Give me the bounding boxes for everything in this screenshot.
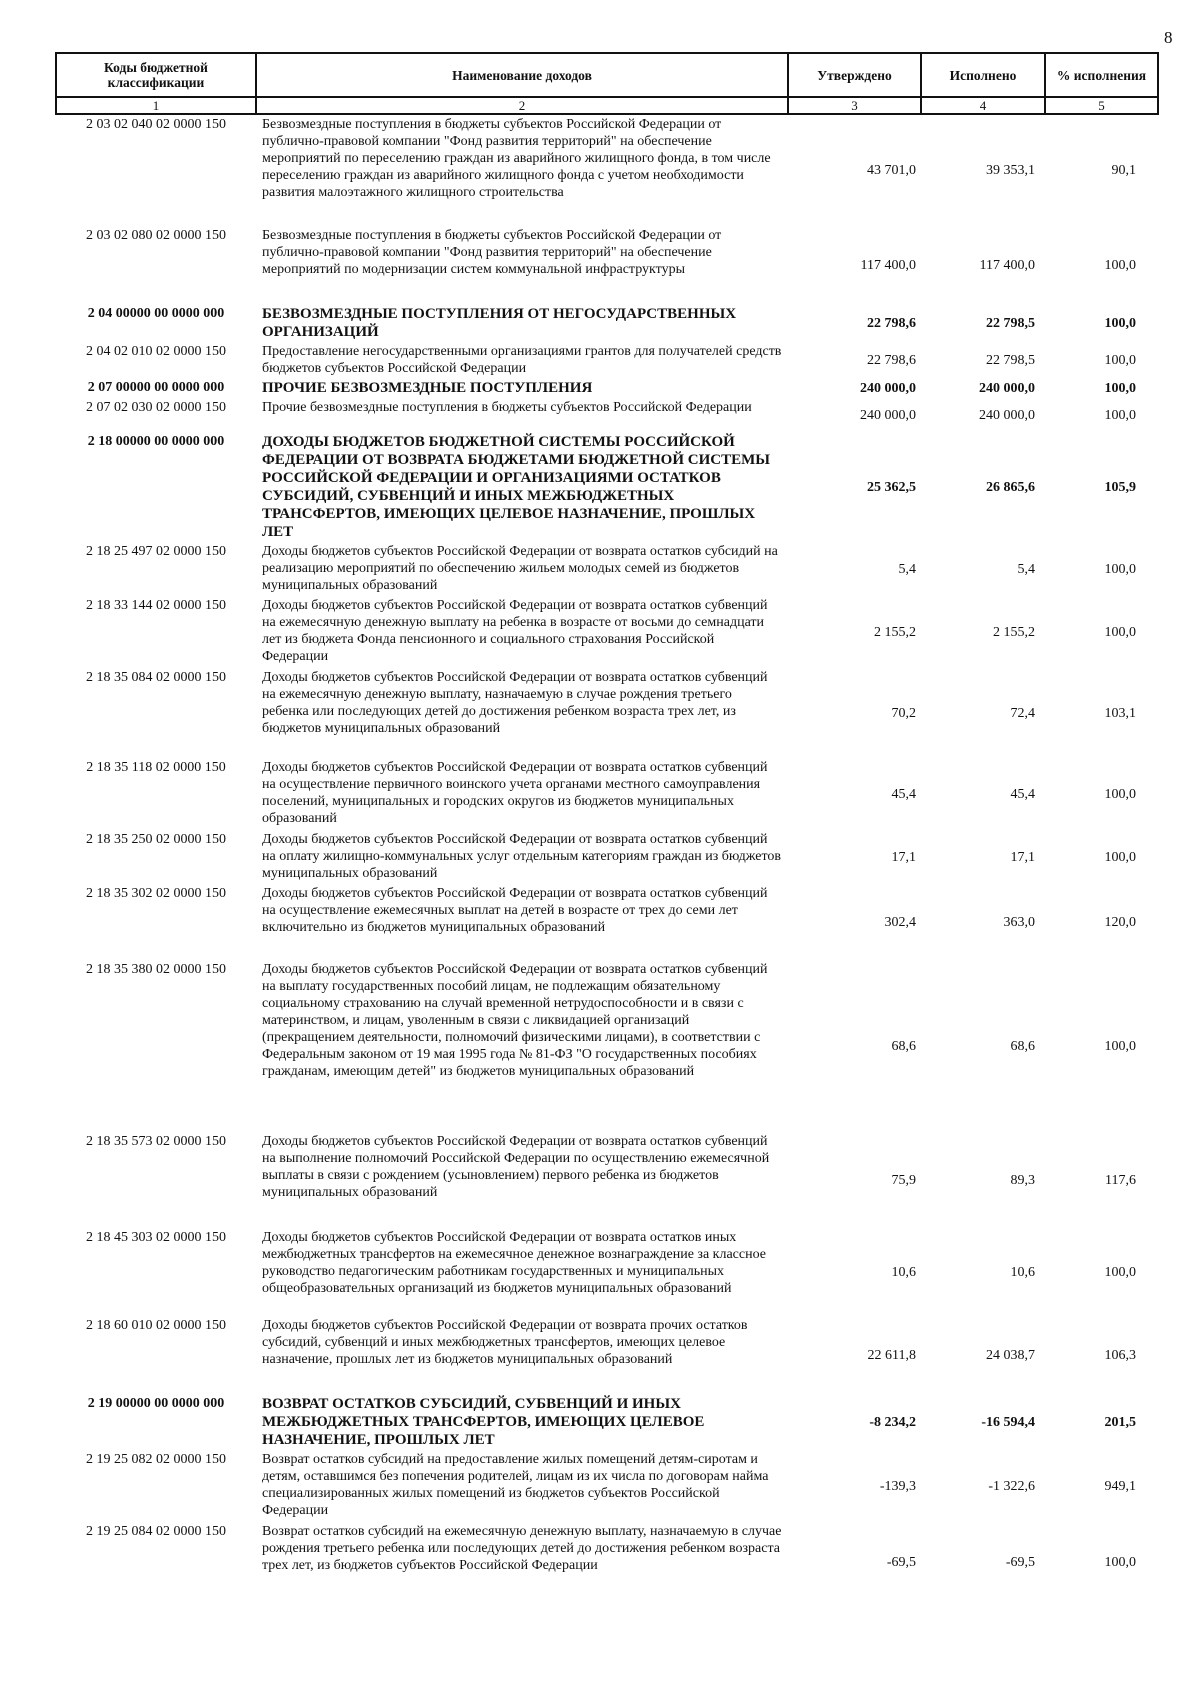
header-num-3: 3 [788, 97, 921, 114]
revenue-name: Возврат остатков субсидий на ежемесячную денежную выплату, назначаемую в случае рождения третьего ребенка или последующих детей до достижения ребенком возраста трех лет, из бюджетов субъектов Российской Федерации [262, 1524, 782, 1573]
budget-code: 2 19 00000 00 0000 000 [87, 1396, 225, 1411]
budget-code: 2 04 02 010 02 0000 150 [86, 344, 226, 359]
revenue-name: ПРОЧИЕ БЕЗВОЗМЕЗДНЫЕ ПОСТУПЛЕНИЯ [262, 380, 593, 396]
header-num-1: 1 [56, 97, 256, 114]
executed-amount: -16 594,4 [981, 1414, 1035, 1430]
table-row [56, 668, 1158, 758]
revenue-name: Безвозмездные поступления в бюджеты субъектов Российской Федерации от публично-правовой компании "Фонд развития территорий" на обеспечение мероприятий по переселению граждан из аварийного жилищного фонда, в том числе переселению граждан из аварийного жилищного фонда с учетом необходимости развития малоэтажного жилищного строительства [262, 117, 771, 200]
executed-amount: 240 000,0 [979, 407, 1035, 423]
table-row [56, 542, 1158, 596]
approved-amount: 240 000,0 [860, 380, 916, 396]
table-row [56, 432, 1158, 542]
executed-amount: 240 000,0 [979, 380, 1035, 396]
executed-amount: 5,4 [1017, 561, 1035, 577]
executed-amount: -1 322,6 [988, 1478, 1035, 1494]
revenue-name: Доходы бюджетов субъектов Российской Федерации от возврата остатков субвенций на ежемесячную денежную выплату, назначаемую в случае рождения третьего ребенка или последующих детей до достижения ребенком возраста трех лет, из бюджетов муниципальных образований [262, 670, 768, 736]
execution-percent: 120,0 [1104, 914, 1136, 930]
revenue-name: Доходы бюджетов субъектов Российской Федерации от возврата остатков субвенций на выполнение полномочий Российской Федерации по осуществлению ежемесячной выплаты в связи с рождением (усыновлением) первого ребенка из бюджетов муниципальных образований [262, 1134, 770, 1200]
approved-amount: 2 155,2 [874, 624, 916, 640]
executed-amount: 22 798,5 [986, 315, 1035, 331]
execution-percent: 103,1 [1104, 705, 1136, 721]
budget-code: 2 18 35 084 02 0000 150 [86, 670, 226, 685]
budget-code: 2 18 35 380 02 0000 150 [86, 962, 226, 977]
executed-amount: 17,1 [1010, 849, 1035, 865]
execution-percent: 100,0 [1104, 407, 1136, 423]
revenue-name: Доходы бюджетов субъектов Российской Федерации от возврата прочих остатков субсидий, субвенций и иных межбюджетных трансфертов, имеющих целевое назначение, прошлых лет из бюджетов муниципальных образований [262, 1318, 748, 1367]
execution-percent: 100,0 [1104, 1264, 1136, 1280]
table-row [56, 1450, 1158, 1522]
budget-code: 2 18 35 573 02 0000 150 [86, 1134, 226, 1149]
table-row [56, 830, 1158, 884]
executed-amount: 117 400,0 [979, 257, 1035, 273]
executed-amount: 89,3 [1010, 1172, 1035, 1188]
execution-percent: 100,0 [1104, 561, 1136, 577]
executed-amount: 24 038,7 [986, 1347, 1035, 1363]
approved-amount: 5,4 [898, 561, 916, 577]
budget-code: 2 18 35 118 02 0000 150 [86, 760, 226, 775]
table-row [56, 1316, 1158, 1394]
revenue-name: Доходы бюджетов субъектов Российской Федерации от возврата остатков иных межбюджетных трансфертов на ежемесячное денежное вознаграждение за классное руководство педагогическим работникам государственных и муниципальных общеобразовательных организаций из бюджетов муниципальных образований [262, 1230, 766, 1296]
budget-code: 2 03 02 080 02 0000 150 [86, 228, 226, 243]
budget-code: 2 18 25 497 02 0000 150 [86, 544, 226, 559]
revenue-name: Прочие безвозмездные поступления в бюджеты субъектов Российской Федерации [262, 400, 752, 415]
approved-amount: 17,1 [891, 849, 916, 865]
budget-code: 2 18 35 302 02 0000 150 [86, 886, 226, 901]
budget-code: 2 04 00000 00 0000 000 [87, 306, 225, 321]
table-row [56, 1522, 1158, 1602]
table-row [56, 114, 1158, 226]
execution-percent: 100,0 [1104, 352, 1136, 368]
revenue-name: Доходы бюджетов субъектов Российской Федерации от возврата остатков субвенций на оплату жилищно-коммунальных услуг отдельным категориям граждан из бюджетов муниципальных образований [262, 832, 782, 881]
executed-amount: 39 353,1 [986, 163, 1035, 178]
approved-amount: 45,4 [891, 786, 916, 802]
approved-amount: 117 400,0 [860, 257, 916, 273]
approved-amount: 10,6 [891, 1264, 916, 1280]
table-header [56, 53, 1158, 114]
approved-amount: 22 798,6 [867, 352, 916, 368]
table-row [56, 1228, 1158, 1316]
revenue-name: Доходы бюджетов субъектов Российской Федерации от возврата остатков субвенций на осуществление ежемесячных выплат на детей в возрасте от трех до семи лет включительно из бюджетов муниципальных образований [262, 886, 768, 935]
execution-percent: 117,6 [1105, 1172, 1136, 1188]
revenue-name: Доходы бюджетов субъектов Российской Федерации от возврата остатков субвенций на ежемесячную денежную выплату на ребенка в возрасте от восьми до семнадцати лет из бюджета Фонда пенсионного и социального страхования Российской Федерации [262, 598, 768, 664]
revenue-name: Доходы бюджетов субъектов Российской Федерации от возврата остатков субсидий на реализацию мероприятий по обеспечению жильем молодых семей из бюджетов муниципальных образований [262, 544, 778, 593]
table-row [56, 758, 1158, 830]
header-executed: Исполнено [921, 53, 1045, 97]
approved-amount: 70,2 [891, 705, 916, 721]
header-num-2: 2 [256, 97, 788, 114]
execution-percent: 100,0 [1104, 1554, 1136, 1570]
approved-amount: 240 000,0 [860, 407, 916, 423]
header-num-4: 4 [921, 97, 1045, 114]
approved-amount: 22 611,8 [867, 1347, 916, 1363]
execution-percent: 90,1 [1111, 163, 1136, 178]
executed-amount: 10,6 [1010, 1264, 1035, 1280]
revenue-name: ДОХОДЫ БЮДЖЕТОВ БЮДЖЕТНОЙ СИСТЕМЫ РОССИЙСКОЙ ФЕДЕРАЦИИ ОТ ВОЗВРАТА БЮДЖЕТАМИ БЮДЖЕТНОЙ СИСТЕМЫ РОССИЙСКОЙ ФЕДЕРАЦИИ И ОРГАНИЗАЦИЯМИ ОСТАТКОВ СУБСИДИЙ, СУБВЕНЦИЙ И ИНЫХ МЕЖБЮДЖЕТНЫХ ТРАНСФЕРТОВ, ИМЕЮЩИХ ЦЕЛЕВОЕ НАЗНАЧЕНИЕ, ПРОШЛЫХ ЛЕТ [262, 434, 770, 540]
header-num-5: 5 [1045, 97, 1158, 114]
approved-amount: 43 701,0 [867, 163, 916, 178]
executed-amount: 22 798,5 [986, 352, 1035, 368]
budget-code: 2 18 33 144 02 0000 150 [86, 598, 226, 613]
execution-percent: 100,0 [1104, 624, 1136, 640]
header-codes: Коды бюджетной классификации [56, 53, 256, 97]
revenue-name: БЕЗВОЗМЕЗДНЫЕ ПОСТУПЛЕНИЯ ОТ НЕГОСУДАРСТВЕННЫХ ОРГАНИЗАЦИЙ [262, 306, 737, 340]
budget-code: 2 19 25 084 02 0000 150 [86, 1524, 226, 1539]
revenue-name: Предоставление негосударственными организациями грантов для получателей средств бюджетов субъектов Российской Федерации [262, 344, 782, 376]
approved-amount: 68,6 [891, 1038, 916, 1054]
budget-code: 2 18 35 250 02 0000 150 [86, 832, 226, 847]
execution-percent: 100,0 [1104, 380, 1136, 396]
executed-amount: 2 155,2 [993, 624, 1035, 640]
executed-amount: -69,5 [1005, 1554, 1035, 1570]
approved-amount: 75,9 [891, 1172, 916, 1188]
revenue-name: Доходы бюджетов субъектов Российской Федерации от возврата остатков субвенций на осуществление первичного воинского учета органами местного самоуправления поселений, муниципальных и городских округов из бюджетов муниципальных образований [262, 760, 768, 826]
execution-percent: 100,0 [1104, 786, 1136, 802]
executed-amount: 72,4 [1010, 705, 1035, 721]
approved-amount: -69,5 [886, 1554, 916, 1570]
table-row [56, 596, 1158, 668]
approved-amount: 302,4 [884, 914, 916, 930]
table-row [56, 304, 1158, 342]
execution-percent: 100,0 [1104, 315, 1136, 331]
table-body [56, 114, 1158, 1602]
header-name: Наименование доходов [256, 53, 788, 97]
budget-code: 2 07 02 030 02 0000 150 [86, 400, 226, 415]
approved-amount: -8 234,2 [869, 1414, 916, 1430]
revenue-name: Возврат остатков субсидий на предоставление жилых помещений детям-сиротам и детям, оставшимся без попечения родителей, лицам из их числа по договорам найма специализированных жилых помещений из бюджетов субъектов Российской Федерации [262, 1452, 769, 1518]
budget-code: 2 19 25 082 02 0000 150 [86, 1452, 226, 1467]
table-row [56, 342, 1158, 378]
page-number: 8 [1164, 28, 1173, 47]
budget-code: 2 18 45 303 02 0000 150 [86, 1230, 226, 1245]
approved-amount: -139,3 [879, 1478, 916, 1494]
execution-percent: 105,9 [1104, 479, 1136, 495]
table-row [56, 960, 1158, 1132]
table-row [56, 226, 1158, 304]
budget-code: 2 03 02 040 02 0000 150 [86, 117, 226, 132]
execution-percent: 106,3 [1104, 1347, 1136, 1363]
table-row [56, 1132, 1158, 1228]
table-row [56, 398, 1158, 432]
budget-code: 2 18 00000 00 0000 000 [87, 434, 225, 449]
table-row [56, 884, 1158, 960]
execution-percent: 100,0 [1104, 849, 1136, 865]
header-percent: % исполнения [1045, 53, 1158, 97]
revenue-name: Доходы бюджетов субъектов Российской Федерации от возврата остатков субвенций на выплату государственных пособий лицам, не подлежащим обязательному социальному страхованию на случай временной нетрудоспособности и в связи с материнством, и лицам, уволенным в связи с ликвидацией организаций (прекращением деятельности, полномочий физическими лицами), в соответствии с Федеральным законом от 19 мая 1995 года № 81-ФЗ "О государственных пособиях гражданам, имеющим детей" из бюджетов муниципальных образований [262, 962, 768, 1079]
table-row [56, 1394, 1158, 1450]
header-approved: Утверждено [788, 53, 921, 97]
table-row [56, 378, 1158, 398]
executed-amount: 68,6 [1010, 1038, 1035, 1054]
revenue-table [55, 52, 1159, 1602]
execution-percent: 100,0 [1104, 1038, 1136, 1054]
budget-code: 2 07 00000 00 0000 000 [87, 380, 225, 395]
executed-amount: 45,4 [1010, 786, 1035, 802]
revenue-name: Безвозмездные поступления в бюджеты субъектов Российской Федерации от публично-правовой компании "Фонд развития территорий" на обеспечение мероприятий по модернизации систем коммунальной инфраструктуры [262, 228, 722, 277]
executed-amount: 26 865,6 [986, 479, 1035, 495]
executed-amount: 363,0 [1003, 914, 1035, 930]
approved-amount: 22 798,6 [867, 315, 916, 331]
execution-percent: 100,0 [1104, 257, 1136, 273]
budget-code: 2 18 60 010 02 0000 150 [86, 1318, 226, 1333]
approved-amount: 25 362,5 [867, 479, 916, 495]
execution-percent: 949,1 [1104, 1478, 1136, 1494]
execution-percent: 201,5 [1104, 1414, 1136, 1430]
revenue-name: ВОЗВРАТ ОСТАТКОВ СУБСИДИЙ, СУБВЕНЦИЙ И ИНЫХ МЕЖБЮДЖЕТНЫХ ТРАНСФЕРТОВ, ИМЕЮЩИХ ЦЕЛЕВОЕ НАЗНАЧЕНИЕ, ПРОШЛЫХ ЛЕТ [262, 1396, 705, 1448]
